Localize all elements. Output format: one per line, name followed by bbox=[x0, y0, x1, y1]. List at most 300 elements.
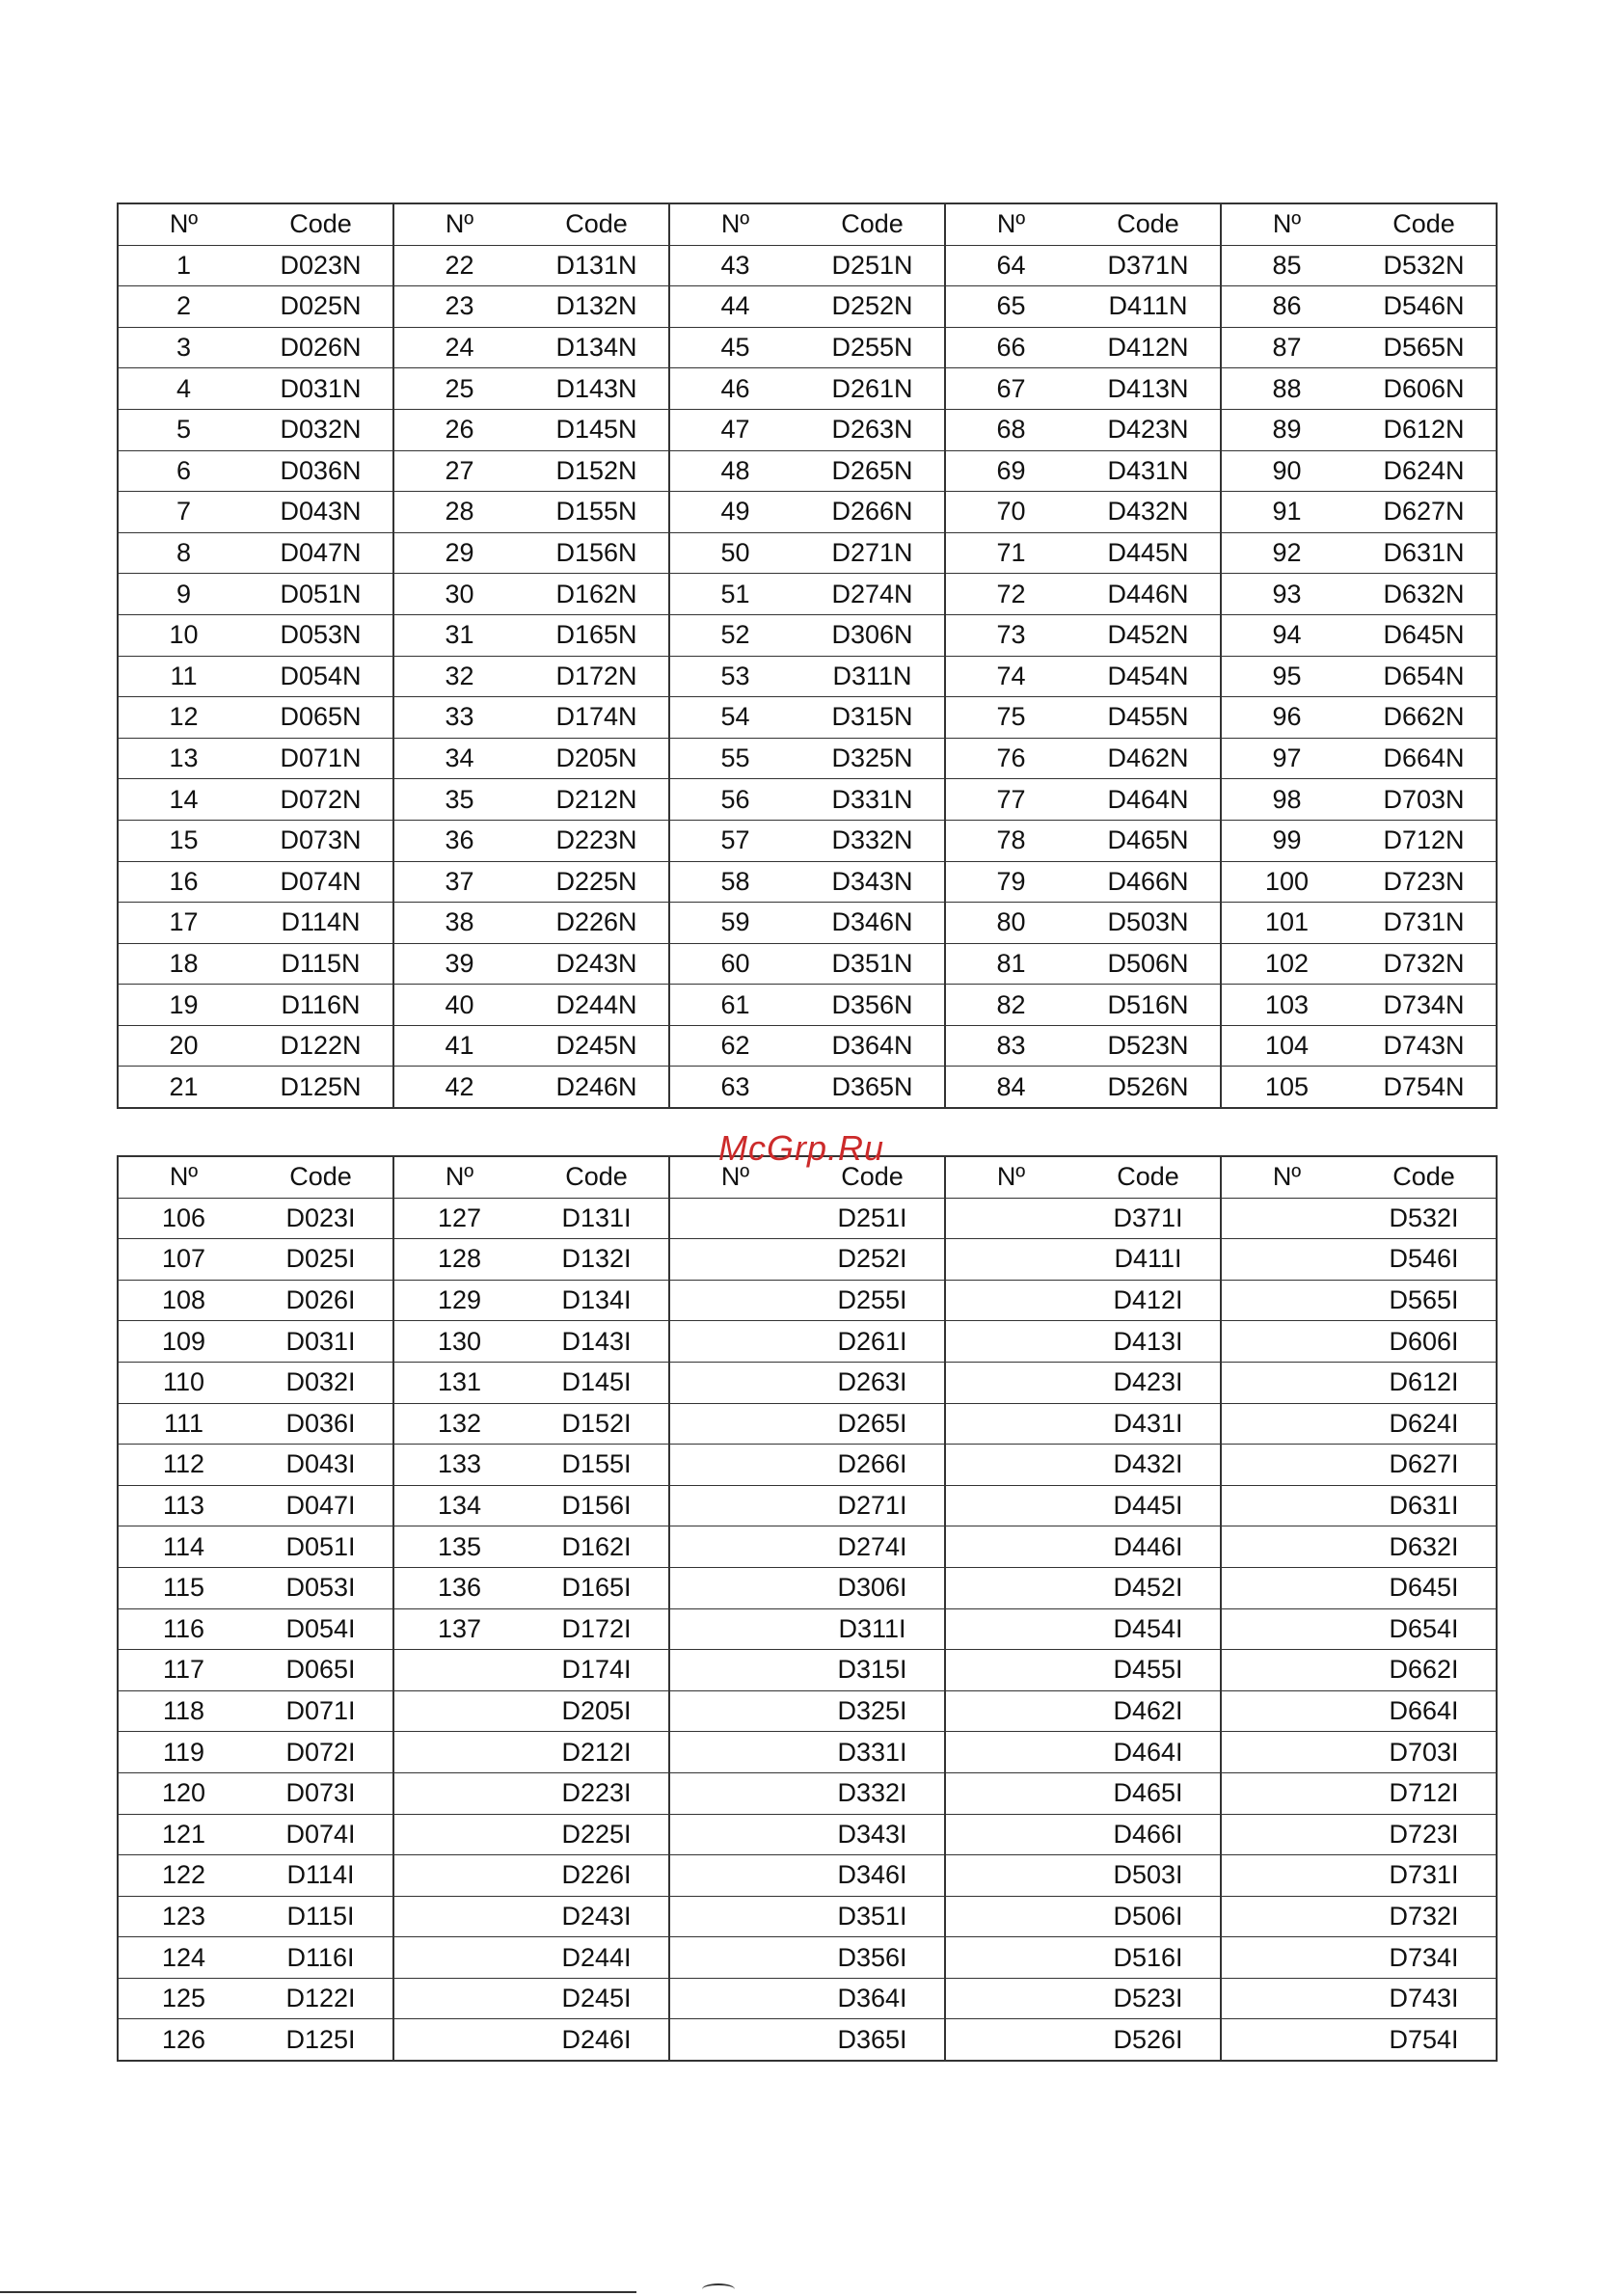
cell-number bbox=[669, 1485, 800, 1526]
cell-code: D645N bbox=[1352, 614, 1497, 656]
cell-code: D162I bbox=[525, 1526, 669, 1568]
cell-code: D026I bbox=[249, 1280, 393, 1321]
cell-code: D053I bbox=[249, 1567, 393, 1608]
cell-number bbox=[669, 1445, 800, 1486]
cell-number bbox=[945, 1690, 1076, 1732]
table-row bbox=[118, 1485, 1497, 1526]
cell-number: 86 bbox=[1221, 286, 1352, 328]
cell-number: 60 bbox=[669, 943, 800, 985]
cell-number: 124 bbox=[118, 1937, 249, 1979]
cell-code: D071N bbox=[249, 738, 393, 779]
cell-number: 53 bbox=[669, 656, 800, 697]
table-row bbox=[118, 985, 1497, 1026]
cell-code: D114N bbox=[249, 903, 393, 944]
cell-code: D432N bbox=[1076, 492, 1221, 533]
cell-code: D454I bbox=[1076, 1608, 1221, 1650]
cell-number bbox=[1221, 1198, 1352, 1239]
cell-number: 6 bbox=[118, 450, 249, 492]
cell-code: D205N bbox=[525, 738, 669, 779]
cell-number: 68 bbox=[945, 409, 1076, 450]
column-header-num: Nº bbox=[669, 1156, 800, 1198]
table-row bbox=[118, 245, 1497, 286]
cell-code: D454N bbox=[1076, 656, 1221, 697]
cell-number: 31 bbox=[393, 614, 525, 656]
cell-number: 72 bbox=[945, 574, 1076, 615]
cell-code: D411N bbox=[1076, 286, 1221, 328]
column-header-code: Code bbox=[525, 203, 669, 245]
cell-code: D174I bbox=[525, 1650, 669, 1691]
cell-code: D252I bbox=[800, 1239, 945, 1281]
cell-code: D115I bbox=[249, 1896, 393, 1937]
cell-code: D032N bbox=[249, 409, 393, 450]
cell-number: 128 bbox=[393, 1239, 525, 1281]
cell-number: 8 bbox=[118, 532, 249, 574]
cell-number: 106 bbox=[118, 1198, 249, 1239]
cell-number bbox=[945, 1445, 1076, 1486]
cell-code: D664I bbox=[1352, 1690, 1497, 1732]
table-header-row bbox=[118, 203, 1497, 245]
cell-number bbox=[945, 1526, 1076, 1568]
cell-code: D662N bbox=[1352, 697, 1497, 739]
cell-code: D532N bbox=[1352, 245, 1497, 286]
cell-number: 62 bbox=[669, 1025, 800, 1067]
column-header-num: Nº bbox=[1221, 1156, 1352, 1198]
cell-code: D156N bbox=[525, 532, 669, 574]
table-row bbox=[118, 2019, 1497, 2061]
cell-number: 108 bbox=[118, 1280, 249, 1321]
cell-code: D143I bbox=[525, 1321, 669, 1363]
cell-code: D145I bbox=[525, 1362, 669, 1403]
table-row bbox=[118, 1198, 1497, 1239]
cell-number: 118 bbox=[118, 1690, 249, 1732]
cell-code: D255I bbox=[800, 1280, 945, 1321]
cell-code: D734N bbox=[1352, 985, 1497, 1026]
cell-number: 95 bbox=[1221, 656, 1352, 697]
cell-code: D413I bbox=[1076, 1321, 1221, 1363]
cell-code: D271N bbox=[800, 532, 945, 574]
cell-number bbox=[669, 1937, 800, 1979]
cell-code: D432I bbox=[1076, 1445, 1221, 1486]
cell-number bbox=[1221, 1814, 1352, 1855]
cell-code: D155I bbox=[525, 1445, 669, 1486]
cell-number bbox=[945, 1937, 1076, 1979]
cell-number: 66 bbox=[945, 327, 1076, 368]
cell-code: D465N bbox=[1076, 820, 1221, 861]
cell-number: 82 bbox=[945, 985, 1076, 1026]
cell-code: D743I bbox=[1352, 1978, 1497, 2019]
cell-code: D516I bbox=[1076, 1937, 1221, 1979]
cell-number: 63 bbox=[669, 1067, 800, 1108]
cell-number: 28 bbox=[393, 492, 525, 533]
cell-number: 40 bbox=[393, 985, 525, 1026]
cell-number: 11 bbox=[118, 656, 249, 697]
cell-number bbox=[669, 1239, 800, 1281]
cell-code: D131I bbox=[525, 1198, 669, 1239]
cell-code: D346I bbox=[800, 1855, 945, 1897]
cell-number: 7 bbox=[118, 492, 249, 533]
cell-number: 104 bbox=[1221, 1025, 1352, 1067]
cell-number: 55 bbox=[669, 738, 800, 779]
cell-number: 132 bbox=[393, 1403, 525, 1445]
cell-code: D047N bbox=[249, 532, 393, 574]
cell-number bbox=[1221, 1937, 1352, 1979]
cell-number bbox=[945, 1321, 1076, 1363]
cell-code: D732N bbox=[1352, 943, 1497, 985]
cell-number: 125 bbox=[118, 1978, 249, 2019]
cell-code: D506I bbox=[1076, 1896, 1221, 1937]
cell-code: D464I bbox=[1076, 1732, 1221, 1773]
cell-code: D632N bbox=[1352, 574, 1497, 615]
cell-number: 42 bbox=[393, 1067, 525, 1108]
cell-number bbox=[393, 1978, 525, 2019]
cell-number bbox=[1221, 1362, 1352, 1403]
table-row bbox=[118, 532, 1497, 574]
cell-code: D423I bbox=[1076, 1362, 1221, 1403]
cell-number bbox=[393, 1814, 525, 1855]
cell-number: 49 bbox=[669, 492, 800, 533]
cell-code: D134N bbox=[525, 327, 669, 368]
cell-code: D031I bbox=[249, 1321, 393, 1363]
cell-code: D332I bbox=[800, 1772, 945, 1814]
table-body bbox=[118, 245, 1497, 1108]
table-row bbox=[118, 614, 1497, 656]
cell-number: 15 bbox=[118, 820, 249, 861]
cell-code: D371N bbox=[1076, 245, 1221, 286]
cell-code: D261I bbox=[800, 1321, 945, 1363]
cell-number bbox=[669, 1321, 800, 1363]
cell-code: D606I bbox=[1352, 1321, 1497, 1363]
cell-code: D445N bbox=[1076, 532, 1221, 574]
cell-code: D351I bbox=[800, 1896, 945, 1937]
cell-code: D074I bbox=[249, 1814, 393, 1855]
cell-number: 99 bbox=[1221, 820, 1352, 861]
cell-number: 81 bbox=[945, 943, 1076, 985]
cell-number: 50 bbox=[669, 532, 800, 574]
cell-number: 2 bbox=[118, 286, 249, 328]
cell-number: 100 bbox=[1221, 861, 1352, 903]
cell-number: 57 bbox=[669, 820, 800, 861]
cell-number bbox=[1221, 2019, 1352, 2061]
cell-code: D251I bbox=[800, 1198, 945, 1239]
cell-number: 133 bbox=[393, 1445, 525, 1486]
cell-code: D606N bbox=[1352, 368, 1497, 410]
cell-number: 110 bbox=[118, 1362, 249, 1403]
cell-code: D462N bbox=[1076, 738, 1221, 779]
cell-code: D255N bbox=[800, 327, 945, 368]
cell-code: D654N bbox=[1352, 656, 1497, 697]
cell-number: 83 bbox=[945, 1025, 1076, 1067]
cell-code: D446N bbox=[1076, 574, 1221, 615]
cell-code: D306N bbox=[800, 614, 945, 656]
column-header-num: Nº bbox=[945, 203, 1076, 245]
cell-code: D065N bbox=[249, 697, 393, 739]
cell-number bbox=[393, 1650, 525, 1691]
cell-number: 113 bbox=[118, 1485, 249, 1526]
cell-number: 48 bbox=[669, 450, 800, 492]
cell-number bbox=[945, 1896, 1076, 1937]
cell-code: D132N bbox=[525, 286, 669, 328]
cell-code: D412N bbox=[1076, 327, 1221, 368]
cell-code: D212I bbox=[525, 1732, 669, 1773]
cell-code: D631I bbox=[1352, 1485, 1497, 1526]
cell-number bbox=[669, 1608, 800, 1650]
cell-code: D654I bbox=[1352, 1608, 1497, 1650]
cell-number bbox=[1221, 1772, 1352, 1814]
cell-code: D265I bbox=[800, 1403, 945, 1445]
cell-number: 1 bbox=[118, 245, 249, 286]
cell-code: D072N bbox=[249, 779, 393, 821]
cell-code: D523I bbox=[1076, 1978, 1221, 2019]
cell-number bbox=[945, 1608, 1076, 1650]
cell-number: 75 bbox=[945, 697, 1076, 739]
cell-number: 26 bbox=[393, 409, 525, 450]
cell-code: D263N bbox=[800, 409, 945, 450]
cell-code: D371I bbox=[1076, 1198, 1221, 1239]
cell-code: D446I bbox=[1076, 1526, 1221, 1568]
cell-number bbox=[945, 1650, 1076, 1691]
cell-code: D226N bbox=[525, 903, 669, 944]
cell-number: 20 bbox=[118, 1025, 249, 1067]
cell-number: 24 bbox=[393, 327, 525, 368]
cell-code: D265N bbox=[800, 450, 945, 492]
cell-code: D036N bbox=[249, 450, 393, 492]
cell-number bbox=[1221, 1485, 1352, 1526]
cell-code: D431N bbox=[1076, 450, 1221, 492]
cell-code: D271I bbox=[800, 1485, 945, 1526]
code-table-1 bbox=[117, 203, 1498, 1109]
cell-code: D346N bbox=[800, 903, 945, 944]
cell-code: D122N bbox=[249, 1025, 393, 1067]
cell-number: 39 bbox=[393, 943, 525, 985]
cell-code: D043N bbox=[249, 492, 393, 533]
cell-number: 101 bbox=[1221, 903, 1352, 944]
cell-code: D025I bbox=[249, 1239, 393, 1281]
table-row bbox=[118, 1896, 1497, 1937]
cell-code: D125I bbox=[249, 2019, 393, 2061]
cell-number: 129 bbox=[393, 1280, 525, 1321]
cell-code: D031N bbox=[249, 368, 393, 410]
cell-number: 32 bbox=[393, 656, 525, 697]
column-header-code: Code bbox=[525, 1156, 669, 1198]
cell-code: D054N bbox=[249, 656, 393, 697]
column-header-code: Code bbox=[249, 203, 393, 245]
cell-number: 78 bbox=[945, 820, 1076, 861]
cell-code: D143N bbox=[525, 368, 669, 410]
cell-code: D732I bbox=[1352, 1896, 1497, 1937]
cell-code: D331N bbox=[800, 779, 945, 821]
cell-code: D703N bbox=[1352, 779, 1497, 821]
cell-number: 84 bbox=[945, 1067, 1076, 1108]
cell-number: 46 bbox=[669, 368, 800, 410]
cell-code: D051N bbox=[249, 574, 393, 615]
cell-number: 44 bbox=[669, 286, 800, 328]
cell-number: 3 bbox=[118, 327, 249, 368]
table-row bbox=[118, 1362, 1497, 1403]
cell-code: D325N bbox=[800, 738, 945, 779]
cell-number bbox=[669, 1772, 800, 1814]
cell-code: D223I bbox=[525, 1772, 669, 1814]
cell-code: D462I bbox=[1076, 1690, 1221, 1732]
cell-number: 85 bbox=[1221, 245, 1352, 286]
column-header-code: Code bbox=[1352, 1156, 1497, 1198]
cell-code: D412I bbox=[1076, 1280, 1221, 1321]
cell-number bbox=[669, 1403, 800, 1445]
table-row bbox=[118, 820, 1497, 861]
table-row bbox=[118, 1814, 1497, 1855]
table-row bbox=[118, 1067, 1497, 1108]
cell-number: 131 bbox=[393, 1362, 525, 1403]
table-row bbox=[118, 1732, 1497, 1773]
cell-number: 116 bbox=[118, 1608, 249, 1650]
cell-number: 114 bbox=[118, 1526, 249, 1568]
cell-number: 17 bbox=[118, 903, 249, 944]
cell-code: D251N bbox=[800, 245, 945, 286]
cell-number: 111 bbox=[118, 1403, 249, 1445]
cell-number: 52 bbox=[669, 614, 800, 656]
cell-code: D274I bbox=[800, 1526, 945, 1568]
cell-number: 38 bbox=[393, 903, 525, 944]
cell-number: 22 bbox=[393, 245, 525, 286]
cell-number: 65 bbox=[945, 286, 1076, 328]
cell-code: D266I bbox=[800, 1445, 945, 1486]
cell-number bbox=[669, 1978, 800, 2019]
cell-number: 9 bbox=[118, 574, 249, 615]
cell-number: 5 bbox=[118, 409, 249, 450]
cell-number bbox=[1221, 1978, 1352, 2019]
cell-number: 4 bbox=[118, 368, 249, 410]
cell-number: 89 bbox=[1221, 409, 1352, 450]
cell-code: D152N bbox=[525, 450, 669, 492]
cell-code: D172I bbox=[525, 1608, 669, 1650]
cell-code: D612N bbox=[1352, 409, 1497, 450]
cell-number: 54 bbox=[669, 697, 800, 739]
cell-number bbox=[393, 1732, 525, 1773]
cell-number: 97 bbox=[1221, 738, 1352, 779]
column-header-code: Code bbox=[1076, 203, 1221, 245]
cell-code: D252N bbox=[800, 286, 945, 328]
cell-code: D172N bbox=[525, 656, 669, 697]
cell-code: D612I bbox=[1352, 1362, 1497, 1403]
cell-code: D131N bbox=[525, 245, 669, 286]
column-header-num: Nº bbox=[118, 203, 249, 245]
cell-code: D712N bbox=[1352, 820, 1497, 861]
cell-number bbox=[1221, 1732, 1352, 1773]
cell-number: 136 bbox=[393, 1567, 525, 1608]
cell-code: D243I bbox=[525, 1896, 669, 1937]
cell-number: 96 bbox=[1221, 697, 1352, 739]
cell-number: 98 bbox=[1221, 779, 1352, 821]
cell-number bbox=[393, 1690, 525, 1732]
cell-number: 61 bbox=[669, 985, 800, 1026]
column-header-num: Nº bbox=[669, 203, 800, 245]
cell-code: D546N bbox=[1352, 286, 1497, 328]
cell-number: 126 bbox=[118, 2019, 249, 2061]
cell-number: 127 bbox=[393, 1198, 525, 1239]
cell-code: D266N bbox=[800, 492, 945, 533]
cell-code: D411I bbox=[1076, 1239, 1221, 1281]
cell-number bbox=[1221, 1567, 1352, 1608]
cell-code: D263I bbox=[800, 1362, 945, 1403]
cell-code: D526I bbox=[1076, 2019, 1221, 2061]
cell-code: D464N bbox=[1076, 779, 1221, 821]
cell-number: 16 bbox=[118, 861, 249, 903]
cell-code: D205I bbox=[525, 1690, 669, 1732]
cell-number bbox=[393, 1896, 525, 1937]
cell-code: D356I bbox=[800, 1937, 945, 1979]
cell-code: D026N bbox=[249, 327, 393, 368]
cell-number: 12 bbox=[118, 697, 249, 739]
table-row bbox=[118, 1025, 1497, 1067]
cell-number: 56 bbox=[669, 779, 800, 821]
cell-code: D466I bbox=[1076, 1814, 1221, 1855]
cell-code: D065I bbox=[249, 1650, 393, 1691]
cell-code: D343I bbox=[800, 1814, 945, 1855]
cell-code: D155N bbox=[525, 492, 669, 533]
table-row bbox=[118, 738, 1497, 779]
cell-number: 90 bbox=[1221, 450, 1352, 492]
cell-number: 70 bbox=[945, 492, 1076, 533]
table-row bbox=[118, 1855, 1497, 1897]
table-row bbox=[118, 1937, 1497, 1979]
cell-number: 117 bbox=[118, 1650, 249, 1691]
cell-number: 74 bbox=[945, 656, 1076, 697]
table-row bbox=[118, 1690, 1497, 1732]
cell-number: 87 bbox=[1221, 327, 1352, 368]
cell-number: 122 bbox=[118, 1855, 249, 1897]
table-row bbox=[118, 286, 1497, 328]
cell-number bbox=[945, 1567, 1076, 1608]
cell-code: D703I bbox=[1352, 1732, 1497, 1773]
cell-number bbox=[393, 1937, 525, 1979]
cell-number: 64 bbox=[945, 245, 1076, 286]
cell-code: D306I bbox=[800, 1567, 945, 1608]
cell-code: D431I bbox=[1076, 1403, 1221, 1445]
cell-code: D311I bbox=[800, 1608, 945, 1650]
cell-number bbox=[945, 1239, 1076, 1281]
cell-number bbox=[945, 1978, 1076, 2019]
cell-number: 27 bbox=[393, 450, 525, 492]
cell-number: 120 bbox=[118, 1772, 249, 1814]
cell-code: D743N bbox=[1352, 1025, 1497, 1067]
cell-code: D116I bbox=[249, 1937, 393, 1979]
cell-number: 71 bbox=[945, 532, 1076, 574]
cell-number: 19 bbox=[118, 985, 249, 1026]
cell-number bbox=[1221, 1239, 1352, 1281]
cell-code: D225N bbox=[525, 861, 669, 903]
cell-code: D152I bbox=[525, 1403, 669, 1445]
table-body bbox=[118, 1198, 1497, 2061]
cell-number: 67 bbox=[945, 368, 1076, 410]
cell-number bbox=[945, 1198, 1076, 1239]
cell-number bbox=[669, 1814, 800, 1855]
footer-mark bbox=[702, 2283, 735, 2295]
cell-code: D723I bbox=[1352, 1814, 1497, 1855]
cell-code: D043I bbox=[249, 1445, 393, 1486]
column-header-code: Code bbox=[800, 1156, 945, 1198]
cell-code: D226I bbox=[525, 1855, 669, 1897]
cell-code: D731N bbox=[1352, 903, 1497, 944]
cell-code: D645I bbox=[1352, 1567, 1497, 1608]
cell-number: 51 bbox=[669, 574, 800, 615]
cell-number bbox=[945, 1362, 1076, 1403]
cell-code: D712I bbox=[1352, 1772, 1497, 1814]
cell-code: D125N bbox=[249, 1067, 393, 1108]
cell-code: D624I bbox=[1352, 1403, 1497, 1445]
cell-number: 121 bbox=[118, 1814, 249, 1855]
cell-code: D413N bbox=[1076, 368, 1221, 410]
table-row bbox=[118, 697, 1497, 739]
cell-code: D025N bbox=[249, 286, 393, 328]
